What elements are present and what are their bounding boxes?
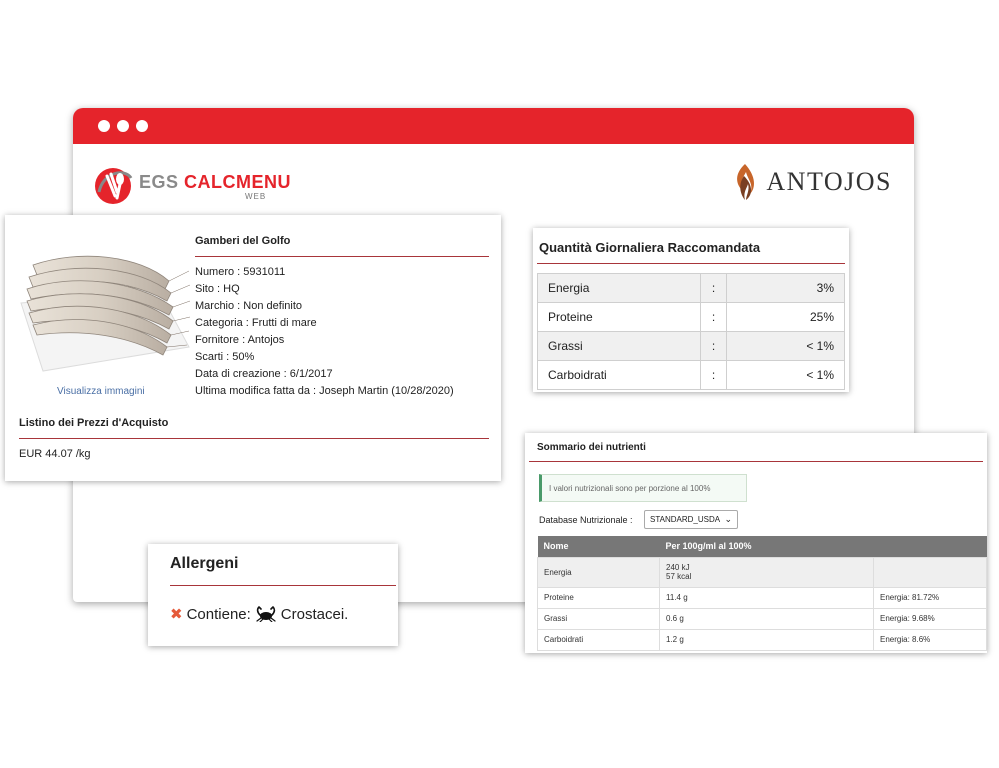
product-site: Sito : HQ — [195, 283, 240, 295]
rda-name: Proteine — [538, 303, 701, 332]
column-header — [874, 536, 987, 557]
table-header — [538, 536, 987, 557]
product-card — [5, 215, 501, 481]
category-value: Frutti di mare — [251, 317, 317, 329]
recommended-daily-card — [533, 228, 849, 392]
product-brand: Marchio : Non definito — [195, 300, 302, 312]
antojos-logo — [732, 162, 892, 202]
allergens-card — [148, 544, 398, 646]
client-brand-name: ANTOJOS — [766, 167, 892, 196]
nutrient-energy-share: Energia: 9.68% — [874, 608, 987, 629]
nutrient-name: Energia — [538, 557, 660, 587]
product-created-date: Data di creazione : 6/1/2017 — [195, 368, 333, 380]
rda-separator: : — [701, 361, 727, 390]
calcmenu-emblem-icon — [91, 162, 135, 206]
divider — [19, 438, 489, 439]
divider — [529, 461, 983, 462]
browser-title-bar — [73, 108, 914, 144]
shrimp-photo[interactable] — [19, 231, 191, 375]
nutrient-energy-share: Energia: 8.6% — [874, 629, 987, 650]
table-row — [538, 629, 987, 650]
nutrient-name: Carboidrati — [538, 629, 660, 650]
product-waste: Scarti : 50% — [195, 351, 255, 363]
nutrient-energy-share — [874, 557, 987, 587]
product-number: Numero : 5931011 — [195, 266, 286, 278]
table-row — [538, 587, 987, 608]
rda-value: < 1% — [727, 361, 845, 390]
table-row — [538, 332, 845, 361]
cross-icon: ✖ — [170, 606, 183, 623]
nutrient-summary-card — [525, 433, 987, 653]
product-category: Categoria : Frutti di mare — [195, 317, 317, 329]
rda-name: Energia — [538, 274, 701, 303]
rda-name: Carboidrati — [538, 361, 701, 390]
nutrient-value: 240 kJ 57 kcal — [660, 557, 874, 587]
price-list-title: Listino dei Prezzi d'Acquisto — [19, 417, 169, 429]
chevron-down-icon: ⌄ — [724, 514, 732, 524]
flame-icon — [732, 162, 758, 202]
nutrient-energy-share: Energia: 81.72% — [874, 587, 987, 608]
table-row — [538, 303, 845, 332]
rda-separator: : — [701, 303, 727, 332]
select-value: STANDARD_USDA — [650, 515, 721, 524]
app-brand-sub: WEB — [245, 192, 267, 201]
product-last-modified: Ultima modifica fatta da : Joseph Martin (10/28/2020) — [195, 385, 454, 397]
crab-icon — [255, 606, 277, 622]
app-brand-name: EGS CALCMENU — [139, 172, 292, 192]
table-row — [538, 557, 987, 587]
rda-title: Quantità Giornaliera Raccomandata — [539, 240, 761, 255]
rda-table — [537, 273, 845, 390]
column-header: Nome — [538, 536, 660, 557]
nutrient-value: 1.2 g — [660, 629, 874, 650]
rda-separator: : — [701, 274, 727, 303]
table-row — [538, 274, 845, 303]
column-header: Per 100g/ml al 100% — [660, 536, 874, 557]
summary-title: Sommario dei nutrienti — [537, 442, 646, 453]
rda-value: 3% — [727, 274, 845, 303]
contains-label: Contiene: — [186, 605, 251, 623]
purchase-price: EUR 44.07 /kg — [19, 448, 91, 460]
nutrient-value: 0.6 g — [660, 608, 874, 629]
window-dot-icon[interactable] — [98, 120, 110, 132]
divider — [537, 263, 845, 264]
divider — [195, 256, 489, 257]
rda-separator: : — [701, 332, 727, 361]
rda-name: Grassi — [538, 332, 701, 361]
table-row — [538, 608, 987, 629]
nutrient-name: Grassi — [538, 608, 660, 629]
rda-value: 25% — [727, 303, 845, 332]
view-images-link[interactable]: Visualizza immagini — [57, 386, 145, 397]
rda-value: < 1% — [727, 332, 845, 361]
allergen-name: Crostacei. — [280, 605, 349, 623]
nutrition-database-select[interactable] — [644, 510, 738, 529]
window-dot-icon[interactable] — [136, 120, 148, 132]
window-dot-icon[interactable] — [117, 120, 129, 132]
product-supplier: Fornitore : Antojos — [195, 334, 285, 346]
product-title: Gamberi del Golfo — [195, 235, 291, 247]
nutrient-name: Proteine — [538, 587, 660, 608]
nutrient-value: 11.4 g — [660, 587, 874, 608]
nutrition-database-label: Database Nutrizionale : — [539, 515, 633, 525]
nutrient-table — [537, 536, 987, 651]
allergens-title: Allergeni — [170, 555, 239, 572]
product-details — [195, 264, 454, 400]
divider — [170, 585, 396, 586]
portion-notice: I valori nutrizionali sono per porzione al 100% — [539, 474, 747, 502]
table-row — [538, 361, 845, 390]
allergen-item — [170, 605, 348, 623]
egs-calcmenu-logo — [91, 162, 292, 204]
